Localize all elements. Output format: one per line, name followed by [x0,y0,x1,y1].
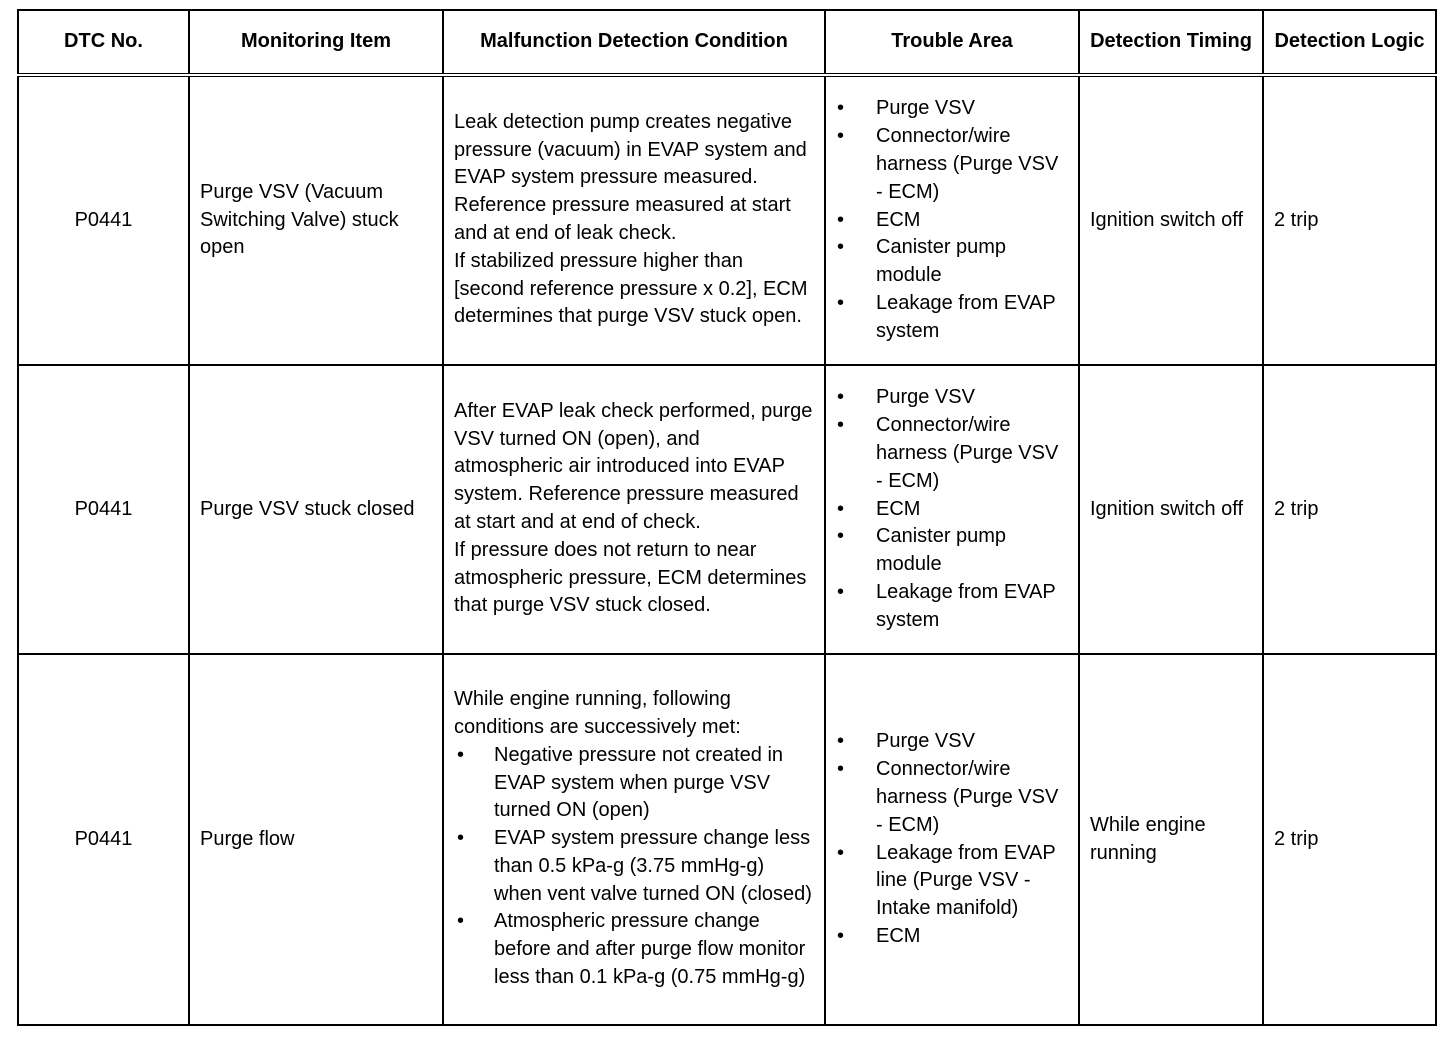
dtc-no-cell: P0441 [18,75,189,365]
monitoring-item-cell: Purge VSV (Vacuum Switching Valve) stuck open [189,75,443,365]
table-row [18,654,1436,1025]
trouble-area-cell [825,654,1079,1025]
dtc-no-cell: P0441 [18,365,189,654]
table-row [18,365,1436,654]
header-condition: Malfunction Detection Condition [443,10,825,75]
detection-timing-cell: While engine running [1079,654,1263,1025]
condition-paragraph: After EVAP leak check performed, purge VSV turned ON (open), and atmospheric air introduced into EVAP system. Reference pressure measured at start and at end of check. [454,399,813,533]
header-detection-logic: Detection Logic [1263,10,1436,75]
condition-list [454,742,814,992]
dtc-table [17,9,1437,1026]
condition-paragraph: If stabilized pressure higher than [second reference pressure x 0.2], ECM determines that purge VSV stuck open. [454,249,808,328]
trouble-area-list [836,384,1068,634]
trouble-area-item: • ECM [836,496,1068,524]
condition-paragraph: Leak detection pump creates negative pressure (vacuum) in EVAP system and EVAP system pressure measured. Reference pressure measured at start and at end of leak check. [454,110,807,244]
trouble-area-item: • Leakage from EVAP line (Purge VSV - Intake manifold) [836,840,1068,923]
detection-timing-cell: Ignition switch off [1079,75,1263,365]
header-detection-timing: Detection Timing [1079,10,1263,75]
trouble-area-item: • ECM [836,207,1068,235]
monitoring-item-cell: Purge VSV stuck closed [189,365,443,654]
trouble-area-list [836,95,1068,345]
table-body [18,75,1436,1025]
trouble-area-cell [825,75,1079,365]
condition-item: • EVAP system pressure change less than 0.5 kPa-g (3.75 mmHg-g) when vent valve turned ON (closed) [454,825,814,908]
header-dtc-no: DTC No. [18,10,189,75]
detection-logic-cell: 2 trip [1263,365,1436,654]
trouble-area-item: • Connector/wire harness (Purge VSV - ECM) [836,412,1068,495]
dtc-no-cell: P0441 [18,654,189,1025]
condition-cell [443,75,825,365]
condition-cell [443,365,825,654]
detection-timing-cell: Ignition switch off [1079,365,1263,654]
table-row [18,75,1436,365]
header-trouble-area: Trouble Area [825,10,1079,75]
trouble-area-item: • Purge VSV [836,728,1068,756]
trouble-area-item: • Connector/wire harness (Purge VSV - ECM) [836,123,1068,206]
header-row [18,10,1436,75]
trouble-area-cell [825,365,1079,654]
trouble-area-item: • Leakage from EVAP system [836,290,1068,346]
trouble-area-item: • Canister pump module [836,234,1068,290]
condition-intro: While engine running, following conditions are successively met: [454,688,741,738]
condition-item: • Atmospheric pressure change before and after purge flow monitor less than 0.1 kPa-g (0.75 mmHg-g) [454,908,814,991]
condition-paragraph: If pressure does not return to near atmospheric pressure, ECM determines that purge VSV stuck closed. [454,538,807,617]
trouble-area-item: • Canister pump module [836,523,1068,579]
table-header [18,10,1436,75]
trouble-area-item: • Leakage from EVAP system [836,579,1068,635]
detection-logic-cell: 2 trip [1263,654,1436,1025]
trouble-area-item: • Purge VSV [836,384,1068,412]
trouble-area-item: • ECM [836,923,1068,951]
monitoring-item-cell: Purge flow [189,654,443,1025]
condition-cell [443,654,825,1025]
trouble-area-item: • Purge VSV [836,95,1068,123]
header-monitoring-item: Monitoring Item [189,10,443,75]
condition-item: • Negative pressure not created in EVAP system when purge VSV turned ON (open) [454,742,814,825]
trouble-area-item: • Connector/wire harness (Purge VSV - ECM) [836,756,1068,839]
trouble-area-list [836,728,1068,950]
detection-logic-cell: 2 trip [1263,75,1436,365]
